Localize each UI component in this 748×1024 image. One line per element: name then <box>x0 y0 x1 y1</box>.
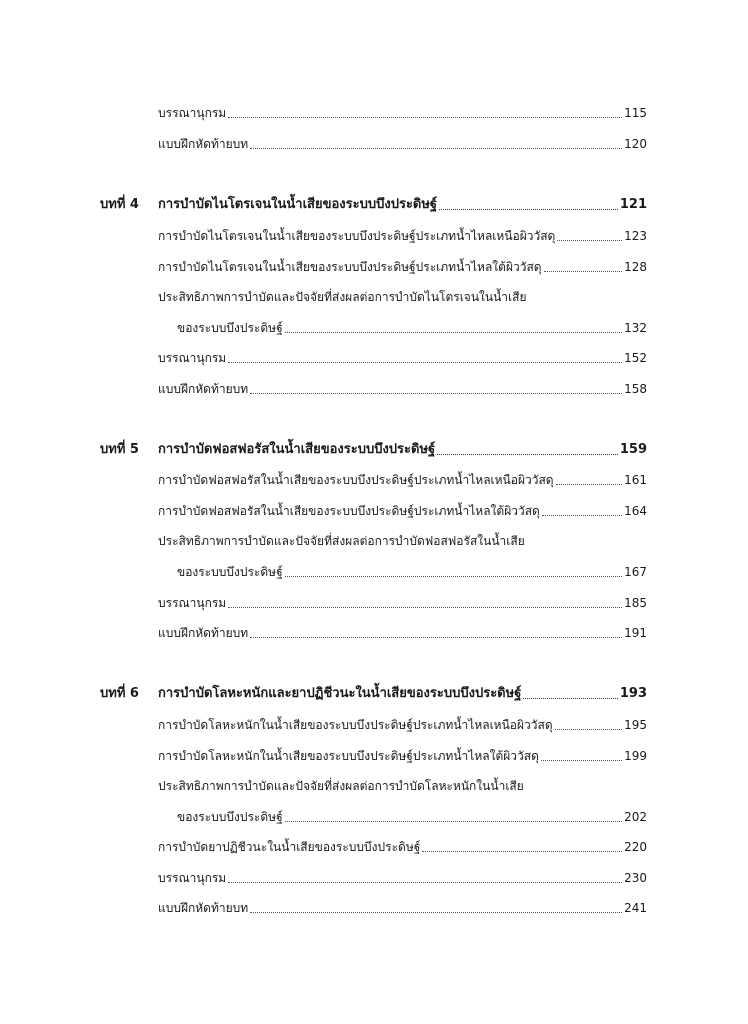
dot-leader <box>439 209 618 210</box>
page-number: 120 <box>624 137 647 151</box>
entry-title: ของระบบบึงประดิษฐ์ <box>177 321 283 335</box>
toc-entry-row <box>158 497 647 519</box>
toc-entry-row <box>177 314 647 336</box>
toc-entry-row <box>158 711 647 733</box>
page-number: 158 <box>624 382 647 396</box>
dot-leader <box>541 760 622 761</box>
dot-leader <box>250 148 622 149</box>
entry-title: การบำบัดฟอสฟอรัสในน้ำเสียของระบบบึงประดิษฐ์ประเภทน้ำไหลใต้ผิววัสดุ <box>158 504 540 518</box>
page-number: 132 <box>624 321 647 335</box>
toc-entry-row <box>158 130 647 152</box>
chapter-number: บทที่ 6 <box>100 686 139 701</box>
page-number: 220 <box>624 840 647 854</box>
page-number: 164 <box>624 504 647 518</box>
page-number: 241 <box>624 901 647 915</box>
dot-leader <box>556 484 622 485</box>
entry-title: บรรณานุกรม <box>158 871 227 885</box>
dot-leader <box>285 576 622 577</box>
toc-entry-row <box>158 864 647 886</box>
entry-title: การบำบัดฟอสฟอรัสในน้ำเสียของระบบบึงประดิษฐ์ประเภทน้ำไหลเหนือผิววัสดุ <box>158 473 554 487</box>
chapter-number: บทที่ 4 <box>100 197 139 212</box>
entry-title: บรรณานุกรม <box>158 351 227 365</box>
page-number: 115 <box>624 106 647 120</box>
toc-entry-row <box>158 833 647 855</box>
dot-leader <box>523 698 617 699</box>
dot-leader <box>422 851 622 852</box>
entry-title: การบำบัดไนโตรเจนในน้ำเสียของระบบบึงประดิษฐ์ประเภทน้ำไหลใต้ผิววัสดุ <box>158 260 542 274</box>
toc-entry-row <box>158 772 647 794</box>
entry-title: บรรณานุกรม <box>158 596 227 610</box>
entry-title: แบบฝึกหัดท้ายบท <box>158 901 249 915</box>
toc-entry-row <box>158 283 647 305</box>
chapter-title: การบำบัดไนโตรเจนในน้ำเสียของระบบบึงประดิษฐ์ <box>158 197 438 212</box>
toc-entry-row <box>158 253 647 275</box>
chapter-title: การบำบัดฟอสฟอรัสในน้ำเสียของระบบบึงประดิษฐ์ <box>158 442 436 457</box>
toc-entry-row <box>158 589 647 611</box>
entry-title: ของระบบบึงประดิษฐ์ <box>177 565 283 579</box>
dot-leader <box>228 117 622 118</box>
entry-title: การบำบัดโลหะหนักในน้ำเสียของระบบบึงประดิษฐ์ประเภทน้ำไหลเหนือผิววัสดุ <box>158 718 553 732</box>
toc-entry-row <box>158 619 647 641</box>
entry-title: การบำบัดยาปฏิชีวนะในน้ำเสียของระบบบึงประดิษฐ์ <box>158 840 421 854</box>
toc-chapter-row <box>100 680 647 702</box>
toc-entry-row <box>158 527 647 549</box>
page-number: 161 <box>624 473 647 487</box>
dot-leader <box>555 729 622 730</box>
dot-leader <box>250 637 622 638</box>
entry-title: การบำบัดไนโตรเจนในน้ำเสียของระบบบึงประดิษฐ์ประเภทน้ำไหลเหนือผิววัสดุ <box>158 229 556 243</box>
dot-leader <box>228 882 622 883</box>
entry-title: แบบฝึกหัดท้ายบท <box>158 626 249 640</box>
page-number: 159 <box>619 442 647 457</box>
page-number: 195 <box>624 718 647 732</box>
dot-leader <box>542 515 622 516</box>
entry-title: ของระบบบึงประดิษฐ์ <box>177 810 283 824</box>
dot-leader <box>557 240 622 241</box>
dot-leader <box>285 821 622 822</box>
dot-leader <box>250 912 622 913</box>
toc-entry-row <box>158 375 647 397</box>
toc-chapter-row <box>100 191 647 213</box>
toc-entry-row <box>158 466 647 488</box>
page-number: 121 <box>619 197 647 212</box>
page-number: 152 <box>624 351 647 365</box>
entry-title: ประสิทธิภาพการบำบัดและปัจจัยที่ส่งผลต่อการบำบัดฟอสฟอรัสในน้ำเสีย <box>158 534 525 548</box>
page-number: 230 <box>624 871 647 885</box>
entry-title: ประสิทธิภาพการบำบัดและปัจจัยที่ส่งผลต่อการบำบัดโลหะหนักในน้ำเสีย <box>158 779 524 793</box>
page-number: 191 <box>624 626 647 640</box>
page-number: 128 <box>624 260 647 274</box>
entry-title: แบบฝึกหัดท้ายบท <box>158 137 249 151</box>
toc-entry-row <box>177 558 647 580</box>
toc-entry-row <box>158 344 647 366</box>
dot-leader <box>437 454 618 455</box>
entry-title: แบบฝึกหัดท้ายบท <box>158 382 249 396</box>
page-number: 199 <box>624 749 647 763</box>
dot-leader <box>228 362 622 363</box>
dot-leader <box>250 393 622 394</box>
toc-entry-row <box>158 742 647 764</box>
dot-leader <box>544 271 623 272</box>
dot-leader <box>228 607 622 608</box>
toc-chapter-row <box>100 436 647 458</box>
page-number: 167 <box>624 565 647 579</box>
entry-title: บรรณานุกรม <box>158 106 227 120</box>
chapter-number: บทที่ 5 <box>100 442 139 457</box>
toc-entry-row <box>158 99 647 121</box>
chapter-title: การบำบัดโลหะหนักและยาปฏิชีวนะในน้ำเสียของระบบบึงประดิษฐ์ <box>158 686 522 701</box>
toc-entry-row <box>158 222 647 244</box>
entry-title: ประสิทธิภาพการบำบัดและปัจจัยที่ส่งผลต่อการบำบัดไนโตรเจนในน้ำเสีย <box>158 290 527 304</box>
page-number: 185 <box>624 596 647 610</box>
page-number: 193 <box>619 686 647 701</box>
page-number: 202 <box>624 810 647 824</box>
toc-entry-row <box>158 894 647 916</box>
toc-entry-row <box>177 803 647 825</box>
dot-leader <box>285 332 622 333</box>
page-number: 123 <box>624 229 647 243</box>
entry-title: การบำบัดโลหะหนักในน้ำเสียของระบบบึงประดิษฐ์ประเภทน้ำไหลใต้ผิววัสดุ <box>158 749 539 763</box>
